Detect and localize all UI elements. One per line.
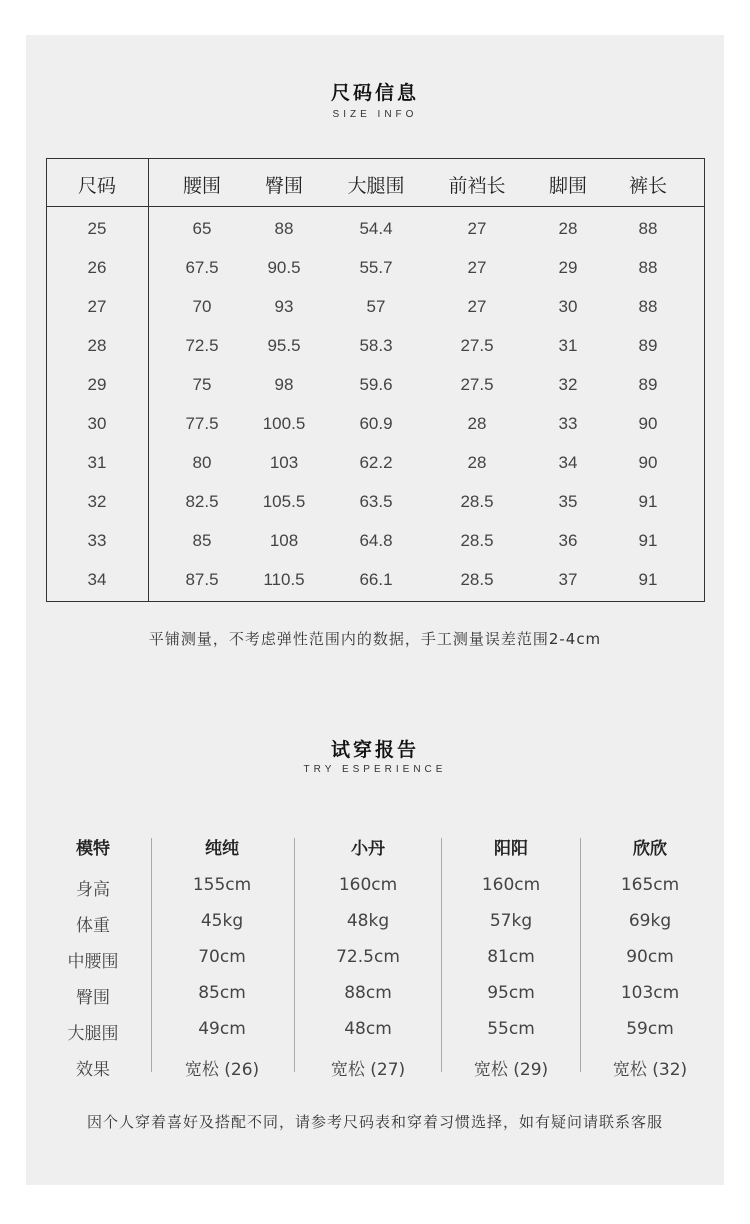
size-cell: 110.5	[263, 570, 305, 589]
try-cell: 88cm	[344, 983, 392, 1003]
try-cell: 95cm	[487, 983, 535, 1003]
size-cell: 62.2	[359, 453, 393, 472]
try-header-4: 欣欣	[633, 839, 667, 859]
size-cell: 33	[558, 414, 578, 433]
size-cell: 25	[87, 219, 107, 238]
size-cell: 103	[269, 453, 299, 472]
size-cell: 105.5	[262, 492, 306, 511]
try-row-label: 大腿围	[67, 1024, 119, 1044]
size-cell: 93	[274, 297, 294, 316]
size-cell: 80	[192, 453, 212, 472]
try-cell: 90cm	[626, 947, 674, 967]
size-cell: 90	[638, 453, 658, 472]
try-row-label: 体重	[76, 916, 110, 936]
size-note: 平铺测量，不考虑弹性范围内的数据，手工测量误差范围2-4cm	[148, 630, 602, 648]
try-cell: 49cm	[198, 1019, 246, 1039]
size-header-5: 脚围	[548, 175, 588, 197]
size-cell: 91	[638, 492, 658, 511]
size-cell: 35	[558, 492, 578, 511]
size-cell: 108	[269, 531, 299, 550]
size-cell: 36	[558, 531, 578, 550]
size-cell: 28.5	[460, 531, 494, 550]
size-info-title: 尺码信息	[330, 82, 419, 104]
size-header-1: 腰围	[182, 175, 222, 197]
try-cell: 55cm	[487, 1019, 535, 1039]
try-cell: 48cm	[344, 1019, 392, 1039]
size-cell: 27.5	[460, 375, 494, 394]
size-cell: 100.5	[262, 414, 306, 433]
size-cell: 98	[274, 375, 294, 394]
size-header-6: 裤长	[628, 175, 668, 197]
try-header-2: 小丹	[351, 839, 385, 859]
try-cell: 45kg	[200, 911, 244, 931]
try-cell: 48kg	[346, 911, 390, 931]
size-header-0: 尺码	[77, 175, 117, 197]
try-column-divider	[441, 838, 442, 1072]
size-cell: 88	[638, 219, 658, 238]
size-cell: 64.8	[359, 531, 393, 550]
size-cell: 30	[558, 297, 578, 316]
table-divider-vertical	[148, 159, 149, 601]
size-cell: 28	[87, 336, 107, 355]
try-header-1: 纯纯	[205, 839, 239, 859]
size-info-subtitle: SIZE INFO	[332, 109, 418, 120]
try-cell: 85cm	[198, 983, 246, 1003]
size-cell: 88	[638, 297, 658, 316]
size-cell: 31	[558, 336, 578, 355]
try-column-divider	[151, 838, 152, 1072]
try-header-0: 模特	[76, 839, 110, 859]
try-column-divider	[580, 838, 581, 1072]
try-cell: 103cm	[620, 983, 680, 1003]
size-cell: 57	[366, 297, 386, 316]
size-cell: 90	[638, 414, 658, 433]
table-divider-horizontal	[47, 206, 704, 207]
try-cell: 72.5cm	[336, 947, 400, 967]
size-cell: 31	[87, 453, 107, 472]
size-header-3: 大腿围	[347, 175, 405, 197]
size-cell: 77.5	[185, 414, 219, 433]
size-cell: 34	[87, 570, 107, 589]
size-cell: 58.3	[359, 336, 393, 355]
try-on-title: 试穿报告	[330, 739, 419, 761]
size-cell: 26	[87, 258, 107, 277]
try-cell: 69kg	[628, 911, 672, 931]
size-cell: 28	[558, 219, 578, 238]
size-cell: 27	[87, 297, 107, 316]
try-cell: 宽松 (27)	[330, 1060, 406, 1080]
try-row-label: 臀围	[76, 988, 110, 1008]
size-cell: 29	[87, 375, 107, 394]
size-cell: 27	[467, 297, 487, 316]
size-cell: 37	[558, 570, 578, 589]
try-header-3: 阳阳	[494, 839, 528, 859]
size-cell: 75	[192, 375, 212, 394]
try-on-note: 因个人穿着喜好及搭配不同，请参考尺码表和穿着习惯选择，如有疑问请联系客服	[86, 1113, 663, 1131]
try-cell: 59cm	[626, 1019, 674, 1039]
try-column-divider	[294, 838, 295, 1072]
size-cell: 28	[467, 453, 487, 472]
size-cell: 70	[192, 297, 212, 316]
size-cell: 28.5	[460, 492, 494, 511]
size-cell: 32	[558, 375, 578, 394]
size-cell: 55.7	[359, 258, 393, 277]
size-cell: 33	[87, 531, 107, 550]
size-cell: 63.5	[359, 492, 393, 511]
try-row-label: 身高	[76, 880, 110, 900]
size-cell: 91	[638, 531, 658, 550]
try-cell: 165cm	[620, 875, 680, 895]
size-cell: 95.5	[267, 336, 301, 355]
size-cell: 32	[87, 492, 107, 511]
size-cell: 89	[638, 336, 658, 355]
try-cell: 宽松 (29)	[473, 1060, 549, 1080]
size-cell: 59.6	[359, 375, 393, 394]
size-cell: 28	[467, 414, 487, 433]
try-cell: 81cm	[487, 947, 535, 967]
try-row-label: 效果	[76, 1060, 110, 1080]
try-cell: 宽松 (26)	[184, 1060, 260, 1080]
try-cell: 宽松 (32)	[612, 1060, 688, 1080]
size-cell: 27	[467, 258, 487, 277]
size-cell: 91	[638, 570, 658, 589]
size-cell: 60.9	[359, 414, 393, 433]
size-cell: 65	[192, 219, 212, 238]
size-cell: 67.5	[185, 258, 219, 277]
size-cell: 82.5	[185, 492, 219, 511]
size-cell: 72.5	[185, 336, 219, 355]
size-table	[46, 158, 705, 602]
try-cell: 155cm	[192, 875, 252, 895]
size-cell: 34	[558, 453, 578, 472]
size-cell: 30	[87, 414, 107, 433]
size-cell: 54.4	[359, 219, 393, 238]
try-row-label: 中腰围	[67, 952, 119, 972]
size-cell: 85	[192, 531, 212, 550]
size-cell: 27	[467, 219, 487, 238]
size-cell: 27.5	[460, 336, 494, 355]
size-cell: 66.1	[359, 570, 393, 589]
size-cell: 87.5	[185, 570, 219, 589]
size-cell: 88	[638, 258, 658, 277]
try-cell: 160cm	[338, 875, 398, 895]
try-cell: 70cm	[198, 947, 246, 967]
size-header-2: 臀围	[264, 175, 304, 197]
try-cell: 160cm	[481, 875, 541, 895]
size-cell: 28.5	[460, 570, 494, 589]
try-on-subtitle: TRY ESPERIENCE	[303, 764, 447, 775]
size-cell: 90.5	[267, 258, 301, 277]
size-cell: 29	[558, 258, 578, 277]
size-header-4: 前裆长	[448, 175, 506, 197]
size-cell: 88	[274, 219, 294, 238]
try-cell: 57kg	[489, 911, 533, 931]
size-cell: 89	[638, 375, 658, 394]
